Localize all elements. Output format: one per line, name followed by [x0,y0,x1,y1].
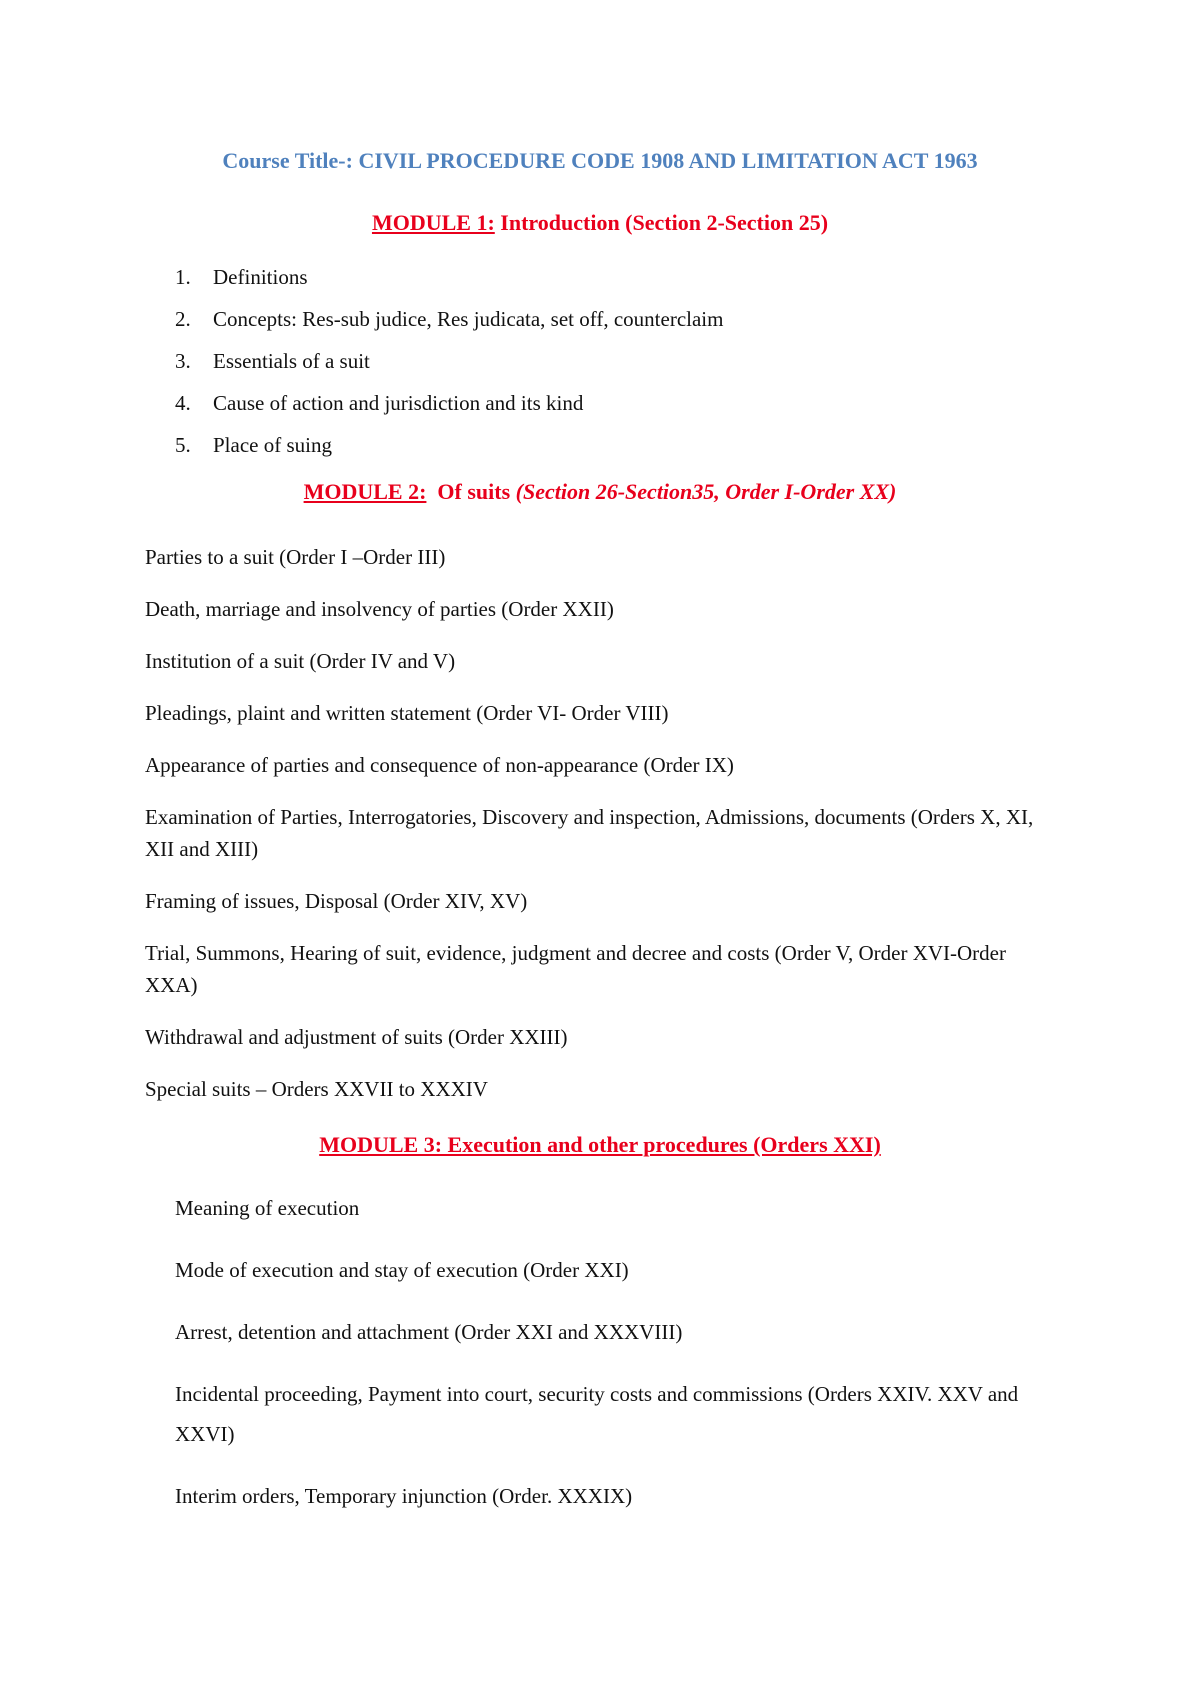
module-1-title: Introduction (Section 2-Section 25) [494,210,829,235]
module-2-item: Trial, Summons, Hearing of suit, evidence, judgment and decree and costs (Order V, Order XVI-Order XXA) [145,941,1006,997]
list-text: Definitions [213,265,308,289]
list-number: 2. [175,307,191,331]
module-3-item: Arrest, detention and attachment (Order XXI and XXXVIII) [175,1320,683,1344]
module-2-item: Pleadings, plaint and written statement (Order VI- Order VIII) [145,701,669,725]
course-title: Course Title-: CIVIL PROCEDURE CODE 1908 AND LIMITATION ACT 1963 [222,148,978,173]
module-3-item: Interim orders, Temporary injunction (Order. XXXIX) [175,1484,633,1508]
module-1-heading [0,210,1200,236]
list-number: 1. [175,265,191,289]
module-1-list [175,265,723,475]
module-1-item [175,433,723,475]
module-3-item: Meaning of execution [175,1196,360,1220]
module-3-item: Incidental proceeding, Payment into court, security costs and commissions (Orders XXIV. XXV and XXVI) [175,1382,1019,1446]
list-text: Concepts: Res-sub judice, Res judicata, set off, counterclaim [213,307,724,331]
list-text: Cause of action and jurisdiction and its kind [213,391,584,415]
list-text: Essentials of a suit [213,349,370,373]
list-number: 3. [175,349,191,373]
module-3-heading: MODULE 3: Execution and other procedures (Orders XXI) [319,1132,881,1157]
module-2-item: Examination of Parties, Interrogatories, Discovery and inspection, Admissions, documents (Orders X, XI, XII and XIII) [145,805,1034,861]
module-1-item [175,307,723,349]
module-2-item: Institution of a suit (Order IV and V) [145,649,456,673]
module-2-label: MODULE 2: [303,479,427,504]
module-1-item [175,349,723,391]
list-number: 4. [175,391,191,415]
module-2-item: Appearance of parties and consequence of non-appearance (Order IX) [145,753,734,777]
module-1-label: MODULE 1: [371,210,495,235]
module-1-item [175,265,723,307]
module-2-heading [0,479,1200,505]
module-3-list [175,1188,1025,1538]
module-2-item: Withdrawal and adjustment of suits (Order XXIII) [145,1025,568,1049]
module-1-item [175,391,723,433]
module-2-item: Death, marriage and insolvency of parties (Order XXII) [145,597,614,621]
module-2-item: Framing of issues, Disposal (Order XIV, XV) [145,889,528,913]
module-2-item: Parties to a suit (Order I –Order III) [145,545,446,569]
list-number: 5. [175,433,191,457]
list-text: Place of suing [213,433,332,457]
module-2-item: Special suits – Orders XXVII to XXXIV [145,1077,488,1101]
module-2-sections: (Section 26-Section35, Order I-Order XX) [515,479,897,504]
module-2-title: Of suits [426,479,516,504]
module-3-item: Mode of execution and stay of execution (Order XXI) [175,1258,629,1282]
module-2-list [145,541,1045,1125]
